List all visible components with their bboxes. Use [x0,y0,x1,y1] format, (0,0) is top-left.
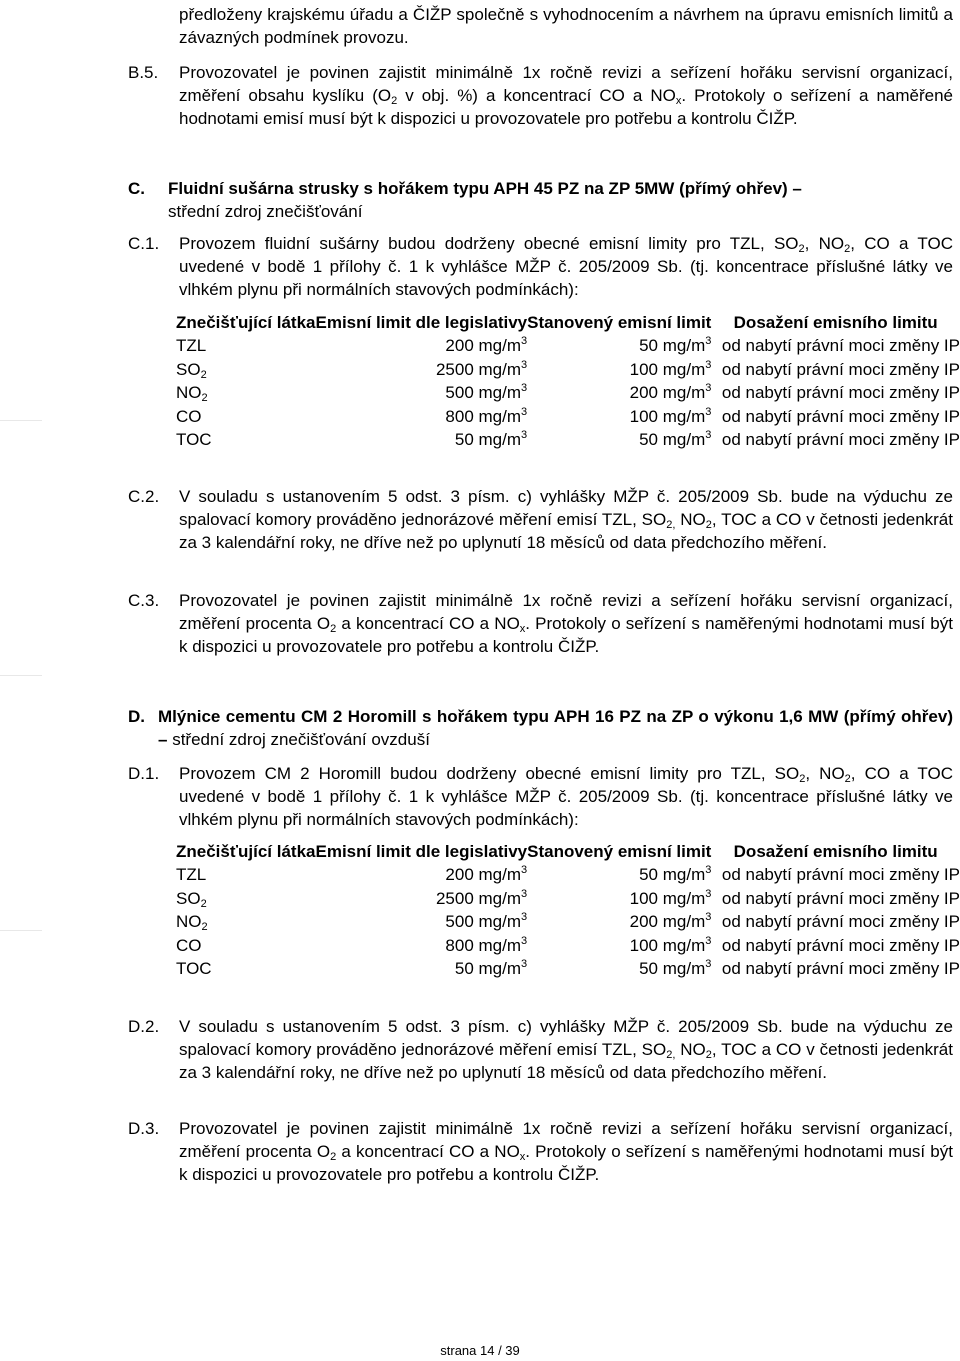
set-limit-cell: 100 mg/m [629,888,706,908]
c2-paragraph: V souladu s ustanovením 5 odst. 3 písm. c) vyhlášky MŽP č. 205/2009 Sb. bude na výduchu ze spalovací komory prováděno jednorázové měření emisí TZL, $SO_{2,}$ $NO_2$, TOC a CO v četnosti jedenkrát za 3 kalendářní roky, ne dříve než po uplynutí 18 měsíců od data předchozího měření. [179,487,953,553]
header-legal-limit: Emisní limit dle legislativy [315,313,528,332]
achievement-cell: od nabytí právní moci změny IP [721,959,960,979]
substance-cell: NO [176,912,202,932]
table-row: CO 800 $mg/m^3$ 100 $mg/m^3$ od nabytí právní moci změny IP [176,934,960,958]
d1-paragraph: Provozem CM 2 Horomill budou dodrženy obecné emisní limity pro TZL, $SO_2$, $NO_2$, CO a TOC uvedené v bodě 1 přílohy č. 1 k vyhlášce MŽP č. 205/2009 Sb. (tj. koncentrace příslušné látky ve vlhkém plynu při normálních stavových podmínkách): [179,764,953,830]
legal-limit-cell: 50 mg/m [454,959,521,979]
legal-limit-cell: 200 mg/m [445,336,521,355]
set-limit-cell: 50 mg/m [639,865,706,884]
table-row: TOC 50 $mg/m^3$ 50 $mg/m^3$ od nabytí právní moci změny IP [176,957,960,981]
legal-limit-cell: 2500 mg/m [435,359,521,379]
header-set-limit: Stanovený emisní limit [527,842,712,861]
c1-number: C.1. [128,234,160,253]
substance-cell: SO [176,888,201,908]
legal-limit-cell: 500 mg/m [445,383,521,403]
legal-limit-cell: 800 mg/m [445,406,521,426]
section-c-heading: Fluidní sušárna strusky s hořákem typu APH 45 PZ na ZP 5MW (přímý ohřev) – střední zdroj znečišťování [168,179,802,222]
achievement-cell: od nabytí právní moci změny IP [721,359,960,379]
table-row: TZL 200 $mg/m^3$ 50 $mg/m^3$ od nabytí právní moci změny IP [176,334,960,358]
section-d-letter: D. [128,707,145,726]
c1-paragraph: Provozem fluidní sušárny budou dodrženy obecné emisní limity pro TZL, $SO_2$, $NO_2$, CO a TOC uvedené v bodě 1 přílohy č. 1 k vyhlášce MŽP č. 205/2009 Sb. (tj. koncentrace příslušné látky ve vlhkém plynu při normálních stavových podmínkách): [179,234,953,300]
achievement-cell: od nabytí právní moci změny IP [721,865,960,884]
header-substance: Znečišťující látka [176,842,316,861]
page-edge-mark [0,675,42,676]
legal-limit-cell: 50 mg/m [454,430,521,450]
set-limit-cell: 100 mg/m [629,406,706,426]
legal-limit-cell: 200 mg/m [445,865,521,884]
substance-cell: NO [176,383,202,403]
set-limit-cell: 200 mg/m [629,383,706,403]
set-limit-cell: 50 mg/m [639,959,706,979]
achievement-cell: od nabytí právní moci změny IP [721,336,960,355]
header-achievement: Dosažení emisního limitu [733,842,938,861]
page-edge-mark [0,930,42,931]
c3-number: C.3. [128,591,160,610]
header-set-limit: Stanovený emisní limit [527,313,712,332]
substance-cell: TZL [176,865,207,884]
table-header-row [176,841,960,863]
d2-number: D.2. [128,1017,160,1036]
table-row: $NO_2$ 500 $mg/m^3$ 200 $mg/m^3$ od nabytí právní moci změny IP [176,382,960,405]
b5-paragraph: Provozovatel je povinen zajistit minimálně 1x ročně revizi a seřízení hořáku servisní organizací, změření obsahu kyslíku ($O_2$ v obj. %) a koncentrací CO a $NO_x$. Protokoly o seřízení a naměřené hodnotami emisí musí být k dispozici u provozovatele pro potřebu a kontrolu ČIŽP. [179,63,953,129]
c2-number: C.2. [128,487,160,506]
substance-cell: TZL [176,336,207,355]
d1-number: D.1. [128,764,160,783]
substance-cell: CO [176,406,202,426]
set-limit-cell: 200 mg/m [629,912,706,932]
table-row: TOC 50 $mg/m^3$ 50 $mg/m^3$ od nabytí právní moci změny IP [176,428,960,452]
achievement-cell: od nabytí právní moci změny IP [721,406,960,426]
c3-paragraph: Provozovatel je povinen zajistit minimálně 1x ročně revizi a seřízení hořáku servisní organizací, změření procenta $O_2$ a koncentrací CO a $NO_x$. Protokoly o seřízení s naměřenými hodnotami musí být k dispozici u provozovatele pro potřebu a kontrolu ČIŽP. [179,591,953,657]
emission-limits-table-d [176,841,960,981]
set-limit-cell: 50 mg/m [639,336,706,355]
page-number-footer: strana 14 / 39 [440,1343,520,1358]
b-intro-paragraph: předloženy krajskému úřadu a ČIŽP společně s vyhodnocením a návrhem na úpravu emisních limitů a závazných podmínek provozu. [179,5,953,48]
substance-cell: TOC [176,430,212,450]
table-row: $NO_2$ 500 $mg/m^3$ 200 $mg/m^3$ od nabytí právní moci změny IP [176,911,960,934]
achievement-cell: od nabytí právní moci změny IP [721,383,960,403]
achievement-cell: od nabytí právní moci změny IP [721,888,960,908]
legal-limit-cell: 2500 mg/m [435,888,521,908]
header-legal-limit: Emisní limit dle legislativy [315,842,528,861]
set-limit-cell: 50 mg/m [639,430,706,450]
section-c-letter: C. [128,179,145,198]
table-row: $SO_2$ 2500 $mg/m^3$ 100 $mg/m^3$ od nabytí právní moci změny IP [176,358,960,381]
achievement-cell: od nabytí právní moci změny IP [721,935,960,955]
set-limit-cell: 100 mg/m [629,359,706,379]
b5-number: B.5. [128,63,159,82]
table-header-row [176,312,960,334]
page-edge-mark [0,420,42,421]
set-limit-cell: 100 mg/m [629,935,706,955]
table-row: TZL 200 $mg/m^3$ 50 $mg/m^3$ od nabytí právní moci změny IP [176,863,960,887]
header-achievement: Dosažení emisního limitu [733,313,938,332]
header-substance: Znečišťující látka [176,313,316,332]
substance-cell: CO [176,935,202,955]
section-d-heading: Mlýnice cementu CM 2 Horomill s hořákem typu APH 16 PZ na ZP o výkonu 1,6 MW (přímý ohřev) – střední zdroj znečišťování ovzduší [158,707,953,750]
achievement-cell: od nabytí právní moci změny IP [721,912,960,932]
table-row: CO 800 $mg/m^3$ 100 $mg/m^3$ od nabytí právní moci změny IP [176,405,960,429]
table-row: $SO_2$ 2500 $mg/m^3$ 100 $mg/m^3$ od nabytí právní moci změny IP [176,887,960,910]
substance-cell: SO [176,359,201,379]
substance-cell: TOC [176,959,212,979]
d2-paragraph: V souladu s ustanovením 5 odst. 3 písm. c) vyhlášky MŽP č. 205/2009 Sb. bude na výduchu ze spalovací komory prováděno jednorázové měření emisí TZL, $SO_{2,}$ $NO_2$, TOC a CO v četnosti jedenkrát za 3 kalendářní roky, ne dříve než po uplynutí 18 měsíců od data předchozího měření. [179,1017,953,1083]
achievement-cell: od nabytí právní moci změny IP [721,430,960,450]
d3-number: D.3. [128,1119,160,1138]
d3-paragraph: Provozovatel je povinen zajistit minimálně 1x ročně revizi a seřízení hořáku servisní organizací, změření procenta $O_2$ a koncentrací CO a $NO_x$. Protokoly o seřízení s naměřenými hodnotami musí být k dispozici u provozovatele pro potřebu a kontrolu ČIŽP. [179,1119,953,1185]
emission-limits-table-c [176,312,960,452]
legal-limit-cell: 800 mg/m [445,935,521,955]
legal-limit-cell: 500 mg/m [445,912,521,932]
